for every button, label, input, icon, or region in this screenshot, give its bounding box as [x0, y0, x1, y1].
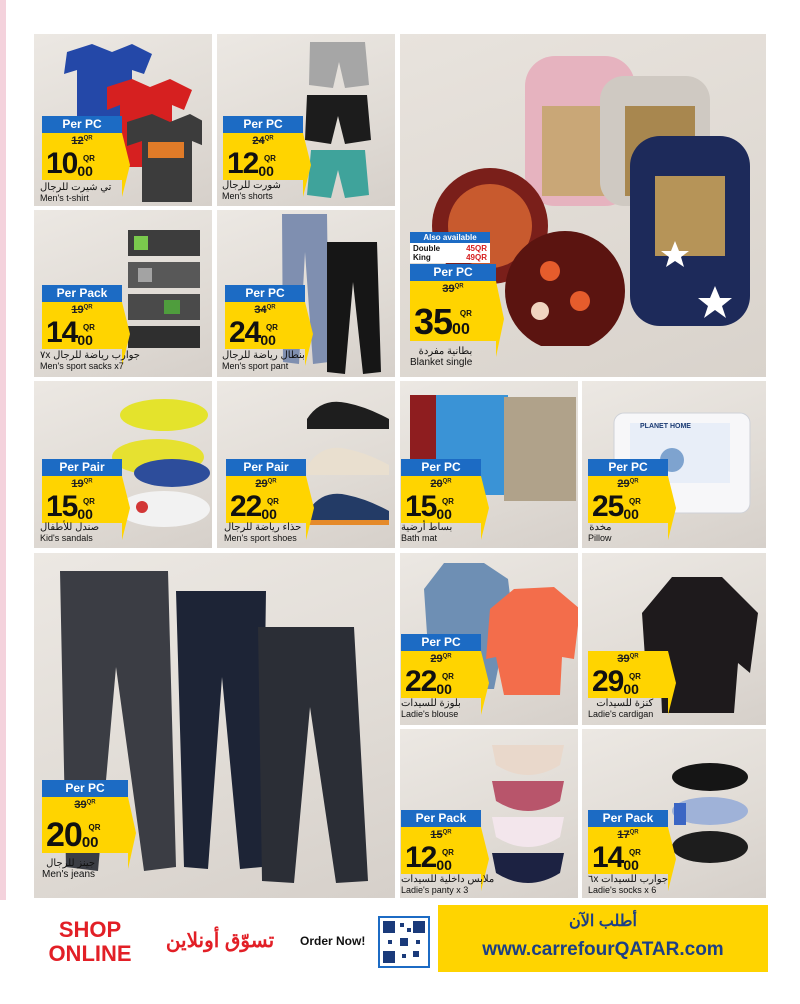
- unit-label: Per Pack: [42, 285, 122, 302]
- price-tag-pillow: [588, 459, 668, 523]
- price: 1400 QR: [592, 841, 641, 874]
- label-kids-sandals: صندل للأطفال Kid's sandals: [40, 522, 100, 543]
- price-tag-ladies-cardigan: [588, 651, 668, 698]
- unit-label: Per PC: [401, 634, 481, 651]
- website-url[interactable]: www.carrefourQATAR.com: [482, 939, 724, 960]
- label-mens-jeans: جينز للرجال Men's jeans: [42, 858, 96, 880]
- old-price: $29^{QR}$: [617, 478, 639, 490]
- label-bath-mat: بساط أرضية Bath mat: [401, 522, 453, 543]
- socks-image: [124, 228, 204, 353]
- price-tag-blanket: [410, 264, 496, 341]
- shorts-image: [305, 40, 375, 206]
- old-price: $39^{QR}$: [74, 799, 96, 811]
- price-tag-mens-jeans: [42, 780, 128, 853]
- label-mens-sport-pant: بنطال رياضة للرجال Men's sport pant: [222, 350, 305, 371]
- old-price: $19^{QR}$: [71, 478, 93, 490]
- price-tag-kids-sandals: [42, 459, 122, 523]
- unit-label: Per PC: [42, 780, 128, 797]
- online-line: ONLINE: [48, 941, 132, 966]
- old-price: $15^{QR}$: [430, 829, 452, 841]
- label-ladies-cardigan: كنزة للسيدات Ladie's cardigan: [588, 698, 654, 719]
- unit-label: Per PC: [401, 459, 481, 476]
- price: 2000 QR: [46, 816, 101, 854]
- label-mens-tshirt: تي شيرت للرجال Men's t-shirt: [40, 182, 112, 203]
- also-row-double: Double 45QR: [413, 244, 487, 253]
- price: 1500 QR: [405, 490, 454, 523]
- unit-label: Per PC: [42, 116, 122, 133]
- price-tag-mens-sport-pant: [225, 285, 305, 349]
- old-price: $17^{QR}$: [617, 829, 639, 841]
- unit-label: Per PC: [225, 285, 305, 302]
- old-price: $39^{QR}$: [617, 653, 639, 665]
- price: 1000 QR: [46, 147, 95, 180]
- label-ladies-socks: جوارب للسيدات ٦x Ladie's socks x 6: [588, 874, 669, 895]
- price: 2400 QR: [229, 316, 278, 349]
- unit-label: Per PC: [223, 116, 303, 133]
- price: 1200 QR: [405, 841, 454, 874]
- unit-label: Per Pack: [588, 810, 668, 827]
- old-price: $29^{QR}$: [430, 653, 452, 665]
- ladies-socks-image: [670, 759, 750, 874]
- label-ladies-blouse: بلوزة للسيدات Ladie's blouse: [401, 698, 461, 719]
- old-price: $12^{QR}$: [71, 135, 93, 147]
- price-tag-bath-mat: [401, 459, 481, 523]
- unit-label: Per Pack: [401, 810, 481, 827]
- old-price: $19^{QR}$: [71, 304, 93, 316]
- label-mens-sport-shoes: حذاء رياضة للرجال Men's sport shoes: [224, 522, 302, 543]
- price: 2500 QR: [592, 490, 641, 523]
- price-tag-mens-sport-shoes: [226, 459, 306, 523]
- old-price: $39^{QR}$: [442, 283, 464, 295]
- shop-online-text[interactable]: [40, 918, 140, 966]
- page-edge-strip: [0, 0, 6, 900]
- shop-line: SHOP: [58, 917, 122, 942]
- old-price: $24^{QR}$: [252, 135, 274, 147]
- qr-code[interactable]: [378, 916, 430, 968]
- pillow-brand: PLANET HOME: [640, 423, 691, 430]
- also-row-king: King 49QR: [413, 253, 487, 262]
- price: 2200 QR: [230, 490, 279, 523]
- panty-image: [488, 741, 568, 896]
- unit-label: Per PC: [588, 459, 668, 476]
- sport-shoes-image: [303, 395, 393, 540]
- unit-label: Per Pair: [226, 459, 306, 476]
- label-pillow: مخدة Pillow: [588, 522, 612, 543]
- order-banner[interactable]: [438, 905, 768, 972]
- price: 3500 QR: [414, 301, 472, 342]
- price: 1500 QR: [46, 490, 95, 523]
- price-tag-ladies-socks: [588, 810, 668, 874]
- unit-label: Per PC: [410, 264, 496, 281]
- price: 1400 QR: [46, 316, 95, 349]
- label-ladies-panty: ملابس داخلية للسيدات Ladie's panty x 3: [401, 874, 495, 895]
- label-mens-shorts: شورت للرجال Men's shorts: [222, 180, 281, 201]
- price-tag-ladies-panty: [401, 810, 481, 874]
- old-price: $20^{QR}$: [430, 478, 452, 490]
- old-price: $29^{QR}$: [255, 478, 277, 490]
- old-price: $34^{QR}$: [254, 304, 276, 316]
- label-blanket: بطانية مفردة Blanket single: [410, 346, 473, 368]
- order-now-text[interactable]: Order Now!: [300, 934, 366, 948]
- price-tag-mens-shorts: [223, 116, 303, 180]
- label-mens-sport-socks: جوارب رياضة للرجال ٧x Men's sport sacks x7: [40, 350, 140, 371]
- also-title: Also available: [423, 233, 477, 242]
- price-tag-mens-tshirt: [42, 116, 122, 180]
- also-available-box: [410, 232, 490, 263]
- price-tag-mens-sport-socks: [42, 285, 122, 349]
- price: 2200 QR: [405, 665, 454, 698]
- price: 1200 QR: [227, 147, 276, 180]
- price-tag-ladies-blouse: [401, 634, 481, 698]
- unit-label: Per Pair: [42, 459, 122, 476]
- price: 2900 QR: [592, 665, 641, 698]
- order-now-arabic: أطلب الآن: [569, 913, 637, 930]
- shop-online-arabic: تسوّق أونلاين: [165, 930, 275, 952]
- qr-code-icon: [380, 918, 428, 966]
